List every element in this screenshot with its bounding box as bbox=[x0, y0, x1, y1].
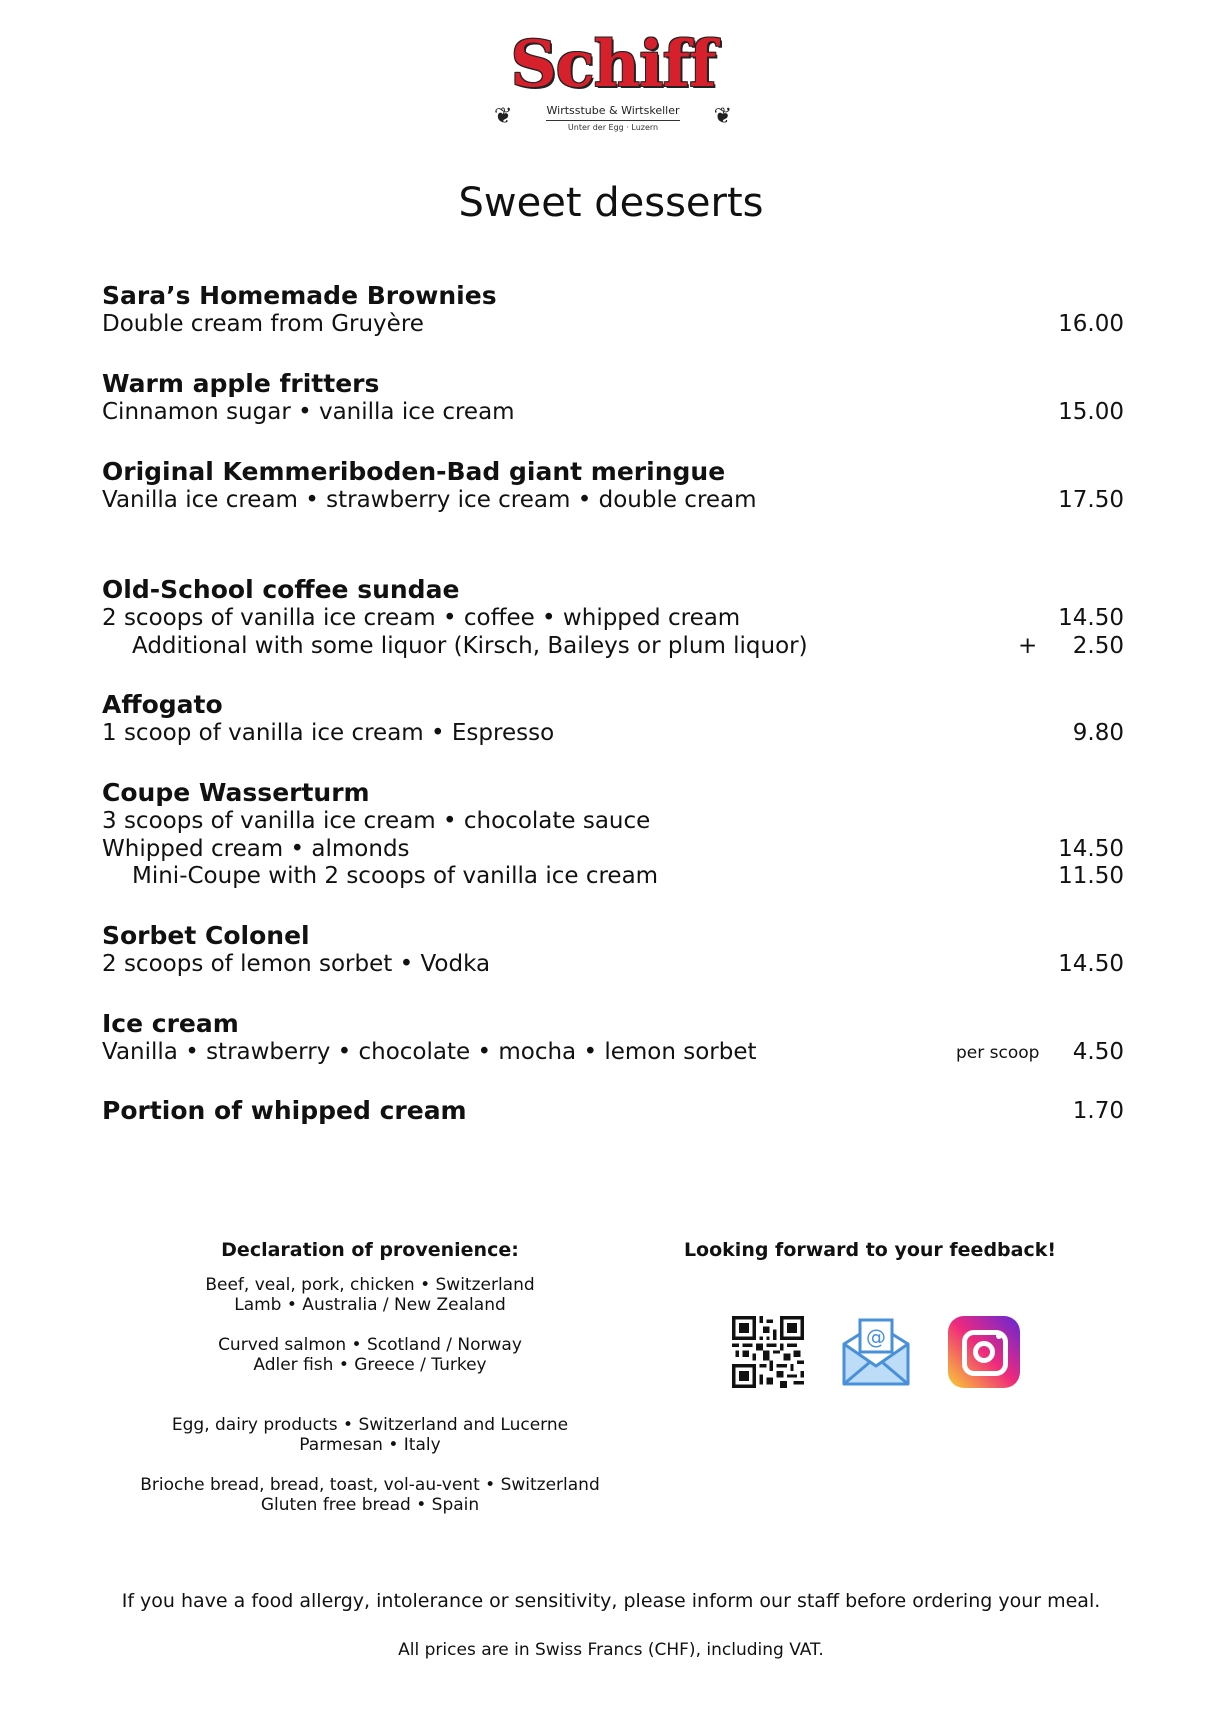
menu-item-row bbox=[102, 950, 1124, 978]
vat-notice: All prices are in Swiss Francs (CHF), including VAT. bbox=[398, 1640, 824, 1660]
provenience-line: Curved salmon • Scotland / Norway bbox=[218, 1335, 522, 1355]
menu-item-name bbox=[102, 779, 1124, 807]
item-price: 16.00 bbox=[1058, 311, 1124, 337]
menu-item-row bbox=[102, 835, 1124, 863]
restaurant-logo bbox=[488, 27, 738, 142]
item-name: Warm apple fritters bbox=[102, 369, 380, 398]
menu-item-name bbox=[102, 691, 1124, 719]
item-extra-description: Mini-Coupe with 2 scoops of vanilla ice cream bbox=[132, 863, 659, 889]
menu-item-name bbox=[102, 282, 1124, 310]
menu-item-row bbox=[102, 1097, 1124, 1125]
item-name: Sorbet Colonel bbox=[102, 921, 310, 950]
menu-item-extra bbox=[102, 862, 1124, 890]
item-description: Vanilla ice cream • strawberry ice cream • double cream bbox=[102, 487, 757, 513]
instagram-dot bbox=[996, 1333, 1002, 1339]
provenience-line: Beef, veal, pork, chicken • Switzerland bbox=[205, 1275, 535, 1295]
provenience-line: Gluten free bread • Spain bbox=[260, 1495, 480, 1515]
item-name: Portion of whipped cream bbox=[102, 1096, 467, 1125]
item-description: 2 scoops of vanilla ice cream • coffee • whipped cream bbox=[102, 605, 741, 631]
item-description: 3 scoops of vanilla ice cream • chocolate sauce bbox=[102, 808, 651, 834]
ornament-right-icon: ❦ bbox=[713, 104, 732, 129]
menu-item-row bbox=[102, 310, 1124, 338]
item-price: 4.50 bbox=[1072, 1039, 1124, 1065]
item-name: Ice cream bbox=[102, 1009, 239, 1038]
item-description: Double cream from Gruyère bbox=[102, 311, 424, 337]
item-description: Cinnamon sugar • vanilla ice cream bbox=[102, 399, 515, 425]
item-price: 14.50 bbox=[1058, 605, 1124, 631]
menu-item-row bbox=[102, 604, 1124, 632]
menu-item-row bbox=[102, 719, 1124, 747]
item-price: 9.80 bbox=[1072, 720, 1124, 746]
item-description: Vanilla • strawberry • chocolate • mocha • lemon sorbet bbox=[102, 1039, 757, 1065]
item-name: Affogato bbox=[102, 690, 223, 719]
menu-item-name bbox=[102, 1010, 1124, 1038]
provenience-line: Lamb • Australia / New Zealand bbox=[234, 1295, 506, 1315]
item-name: Old-School coffee sundae bbox=[102, 575, 460, 604]
menu-item-row bbox=[102, 1038, 1124, 1066]
ornament-left-icon: ❦ bbox=[494, 104, 513, 129]
item-extra-plus: + bbox=[1018, 633, 1038, 659]
item-unit-note: per scoop bbox=[956, 1043, 1040, 1063]
item-description: 1 scoop of vanilla ice cream • Espresso bbox=[102, 720, 555, 746]
instagram-icon[interactable] bbox=[948, 1316, 1020, 1388]
menu-item-row bbox=[102, 486, 1124, 514]
menu-item-name bbox=[102, 576, 1124, 604]
item-description: Whipped cream • almonds bbox=[102, 836, 410, 862]
provenience-line: Egg, dairy products • Switzerland and Lucerne bbox=[171, 1415, 569, 1435]
item-name: Coupe Wasserturm bbox=[102, 778, 370, 807]
feedback-heading: Looking forward to your feedback! bbox=[683, 1239, 1057, 1261]
provenience-line: Brioche bread, bread, toast, vol-au-vent • Switzerland bbox=[140, 1475, 600, 1495]
menu-item-row bbox=[102, 807, 1124, 835]
item-price: 14.50 bbox=[1058, 951, 1124, 977]
menu-item-row bbox=[102, 398, 1124, 426]
item-name: Sara’s Homemade Brownies bbox=[102, 281, 497, 310]
allergy-notice: If you have a food allergy, intolerance or sensitivity, please inform our staff before ordering your meal. bbox=[121, 1590, 1101, 1612]
item-price: 17.50 bbox=[1058, 487, 1124, 513]
item-price: 14.50 bbox=[1058, 836, 1124, 862]
item-description: 2 scoops of lemon sorbet • Vodka bbox=[102, 951, 491, 977]
item-extra-description: Additional with some liquor (Kirsch, Baileys or plum liquor) bbox=[132, 633, 808, 659]
provenience-line: Adler fish • Greece / Turkey bbox=[253, 1355, 487, 1375]
item-name: Original Kemmeriboden-Bad giant meringue bbox=[102, 457, 726, 486]
logo-divider bbox=[546, 120, 680, 121]
item-extra-price: 2.50 bbox=[1072, 633, 1124, 659]
item-extra-price: 11.50 bbox=[1058, 863, 1124, 889]
logo-location: Unter der Egg · Luzern bbox=[567, 123, 659, 132]
instagram-lens bbox=[973, 1341, 995, 1363]
item-price: 15.00 bbox=[1058, 399, 1124, 425]
logo-wordmark: Schiff bbox=[510, 27, 716, 102]
item-price: 1.70 bbox=[1072, 1098, 1124, 1124]
logo-subtitle: Wirtsstube & Wirtskeller bbox=[546, 104, 680, 117]
email-icon[interactable] bbox=[840, 1316, 912, 1388]
svg-text:@: @ bbox=[866, 1325, 886, 1349]
menu-item-name bbox=[102, 922, 1124, 950]
qr-code-icon[interactable] bbox=[732, 1316, 804, 1388]
menu-item-name bbox=[102, 370, 1124, 398]
menu-item-extra bbox=[102, 632, 1124, 660]
provenience-line: Parmesan • Italy bbox=[299, 1435, 441, 1455]
page-title: Sweet desserts bbox=[458, 180, 764, 226]
provenience-heading: Declaration of provenience: bbox=[221, 1239, 519, 1261]
menu-item-name bbox=[102, 458, 1124, 486]
